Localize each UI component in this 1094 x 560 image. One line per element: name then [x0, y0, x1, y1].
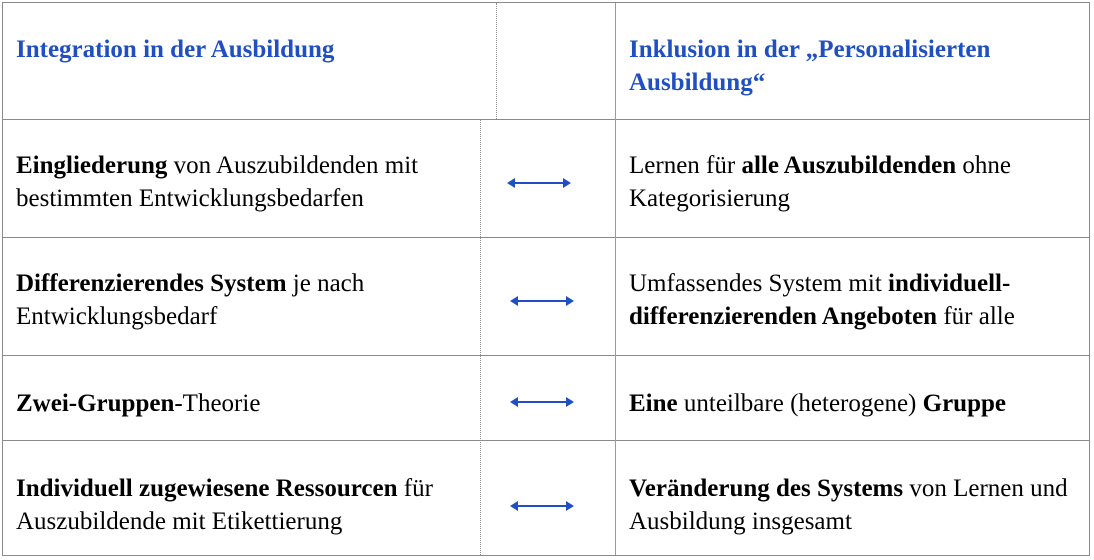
- row-2-left: [16, 267, 476, 333]
- header-right: Inklusion in der „Personalisierten Ausbildung“: [629, 36, 991, 96]
- row-divider: [3, 119, 1089, 120]
- row-4-left-part: für Auszubildende mit Etikettierung: [16, 475, 433, 535]
- double-arrow-icon: [510, 498, 574, 514]
- row-2-left-part: Differenzierendes System: [16, 270, 287, 297]
- row-1-right: [629, 149, 1084, 215]
- row-3-left-part: -Theorie: [174, 390, 261, 417]
- row-3-right-part: Eine: [629, 390, 678, 417]
- row-3-left: [16, 387, 476, 420]
- header-left: Integration in der Ausbildung: [16, 36, 335, 63]
- row-2-right: [629, 267, 1084, 333]
- row-1-left: [16, 149, 476, 215]
- row-4-right-part: Veränderung des Systems: [629, 475, 904, 502]
- double-arrow-icon: [510, 394, 574, 410]
- column-divider: [496, 3, 497, 119]
- row-4-left-part: Individuell zugewiesene Ressourcen: [16, 475, 398, 502]
- row-divider: [3, 440, 1089, 441]
- row-1-right-part: alle Auszubildenden: [741, 152, 957, 179]
- column-divider: [615, 3, 616, 555]
- row-1-left-part: von Auszubildenden mit bestimmten Entwicklungsbedarfen: [16, 152, 419, 212]
- row-4-right-part: von Lernen und Ausbildung insgesamt: [629, 475, 1068, 535]
- row-3-left-part: Zwei-Gruppen: [16, 390, 175, 417]
- row-2-right-part: für alle: [937, 303, 1015, 330]
- double-arrow-icon: [507, 175, 571, 191]
- row-4-left: [16, 472, 476, 538]
- row-divider: [3, 355, 1089, 356]
- row-3-right-part: Gruppe: [922, 390, 1006, 417]
- row-2-right-part: Umfassendes System mit: [629, 270, 889, 297]
- row-1-left-part: Eingliederung: [16, 152, 168, 179]
- double-arrow-icon: [510, 293, 574, 309]
- row-3-right: [629, 387, 1084, 420]
- column-divider: [480, 119, 481, 555]
- row-4-right: [629, 472, 1084, 538]
- row-1-right-part: Lernen für: [629, 152, 742, 179]
- row-divider: [3, 237, 1089, 238]
- row-2-left-part: je nach Entwicklungsbedarf: [16, 270, 365, 330]
- row-2-right-part: individuell-differenzierenden Angeboten: [629, 270, 1011, 330]
- row-3-right-part: unteilbare (heterogene): [677, 390, 923, 417]
- row-1-right-part: ohne Kategorisierung: [629, 152, 1011, 212]
- comparison-table: [2, 2, 1090, 556]
